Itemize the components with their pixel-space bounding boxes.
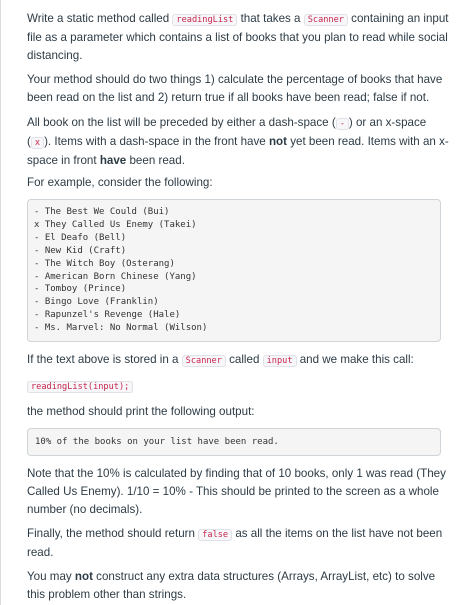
output-code-block bbox=[27, 428, 441, 456]
inline-code-input: input bbox=[263, 355, 297, 367]
bold-text: not bbox=[74, 570, 93, 583]
code-line: - The Witch Boy (Osterang) bbox=[34, 258, 175, 269]
inline-code-dash: - bbox=[336, 118, 349, 130]
text: All book on the list will be preceded by either a dash-space ( bbox=[27, 116, 336, 129]
text: For example, consider the following: bbox=[27, 176, 213, 189]
output-intro bbox=[27, 403, 451, 421]
text: ). Items with a dash-space in the front have bbox=[44, 135, 269, 148]
code-line: - Ms. Marvel: No Normal (Wilson) bbox=[34, 323, 208, 334]
code-line: x They Called Us Enemy (Takei) bbox=[34, 219, 197, 230]
inline-code-readinglist: readingList bbox=[172, 14, 237, 26]
format-paragraph bbox=[27, 114, 451, 170]
code-line: - The Best We Could (Bui) bbox=[34, 207, 170, 217]
code-line: - Rapunzel's Revenge (Hale) bbox=[34, 310, 181, 321]
text: Finally, the method should return bbox=[27, 527, 199, 540]
inline-code-false: false bbox=[198, 529, 232, 541]
text: ) or an x-space ( bbox=[27, 116, 427, 148]
inline-code-call: readingList(input); bbox=[27, 381, 133, 393]
constraint-paragraph bbox=[27, 568, 451, 604]
code-line: - El Deafo (Bell) bbox=[34, 232, 127, 243]
code-line: 10% of the books on your list have been read. bbox=[35, 437, 279, 447]
text: and we make this call: bbox=[296, 353, 414, 366]
text: yet been read. Items with an x-space in front bbox=[27, 135, 449, 167]
example-intro bbox=[27, 174, 451, 192]
text: Your method should do two things 1) calculate the percentage of books that have been read on the list and 2) return true if all books have been read; false if not. bbox=[27, 73, 443, 104]
method-call bbox=[27, 377, 451, 396]
text: Write a static method called bbox=[27, 12, 173, 25]
inline-code-scanner: Scanner bbox=[182, 355, 226, 367]
text: Note that the 10% is calculated by finding that of 10 books, only 1 was read (They Called Us Enemy). 1/10 = 10% - This should be printed to the screen as a whole number (no decimals). bbox=[27, 467, 446, 516]
text: construct any extra data structures (Arrays, ArrayList, etc) to solve this problem other than strings. bbox=[27, 570, 436, 601]
bold-text: not bbox=[268, 135, 287, 148]
text: called bbox=[225, 353, 263, 366]
inline-code-scanner: Scanner bbox=[304, 14, 348, 26]
text: been read. bbox=[126, 154, 185, 167]
requirements-paragraph bbox=[27, 71, 451, 107]
book-list-code-block bbox=[27, 199, 441, 342]
bold-text: have bbox=[99, 154, 127, 167]
text: You may bbox=[27, 570, 75, 583]
text: If the text above is stored in a bbox=[27, 353, 182, 366]
call-description bbox=[27, 351, 451, 370]
code-line: - Bingo Love (Franklin) bbox=[34, 297, 159, 308]
return-paragraph bbox=[27, 525, 451, 562]
text: that takes a bbox=[237, 12, 304, 25]
intro-paragraph bbox=[27, 10, 451, 65]
code-line: - New Kid (Craft) bbox=[34, 245, 127, 256]
code-line: - Tomboy (Prince) bbox=[34, 284, 127, 295]
text: the method should print the following output: bbox=[27, 405, 255, 418]
inline-code-x: x bbox=[31, 137, 44, 149]
code-line: - American Born Chinese (Yang) bbox=[34, 271, 197, 282]
calculation-note bbox=[27, 465, 451, 519]
text: containing an input file as a parameter which contains a list of books that you plan to read while social distancing. bbox=[27, 12, 449, 62]
text: as all the items on the list have not been read. bbox=[27, 527, 443, 559]
